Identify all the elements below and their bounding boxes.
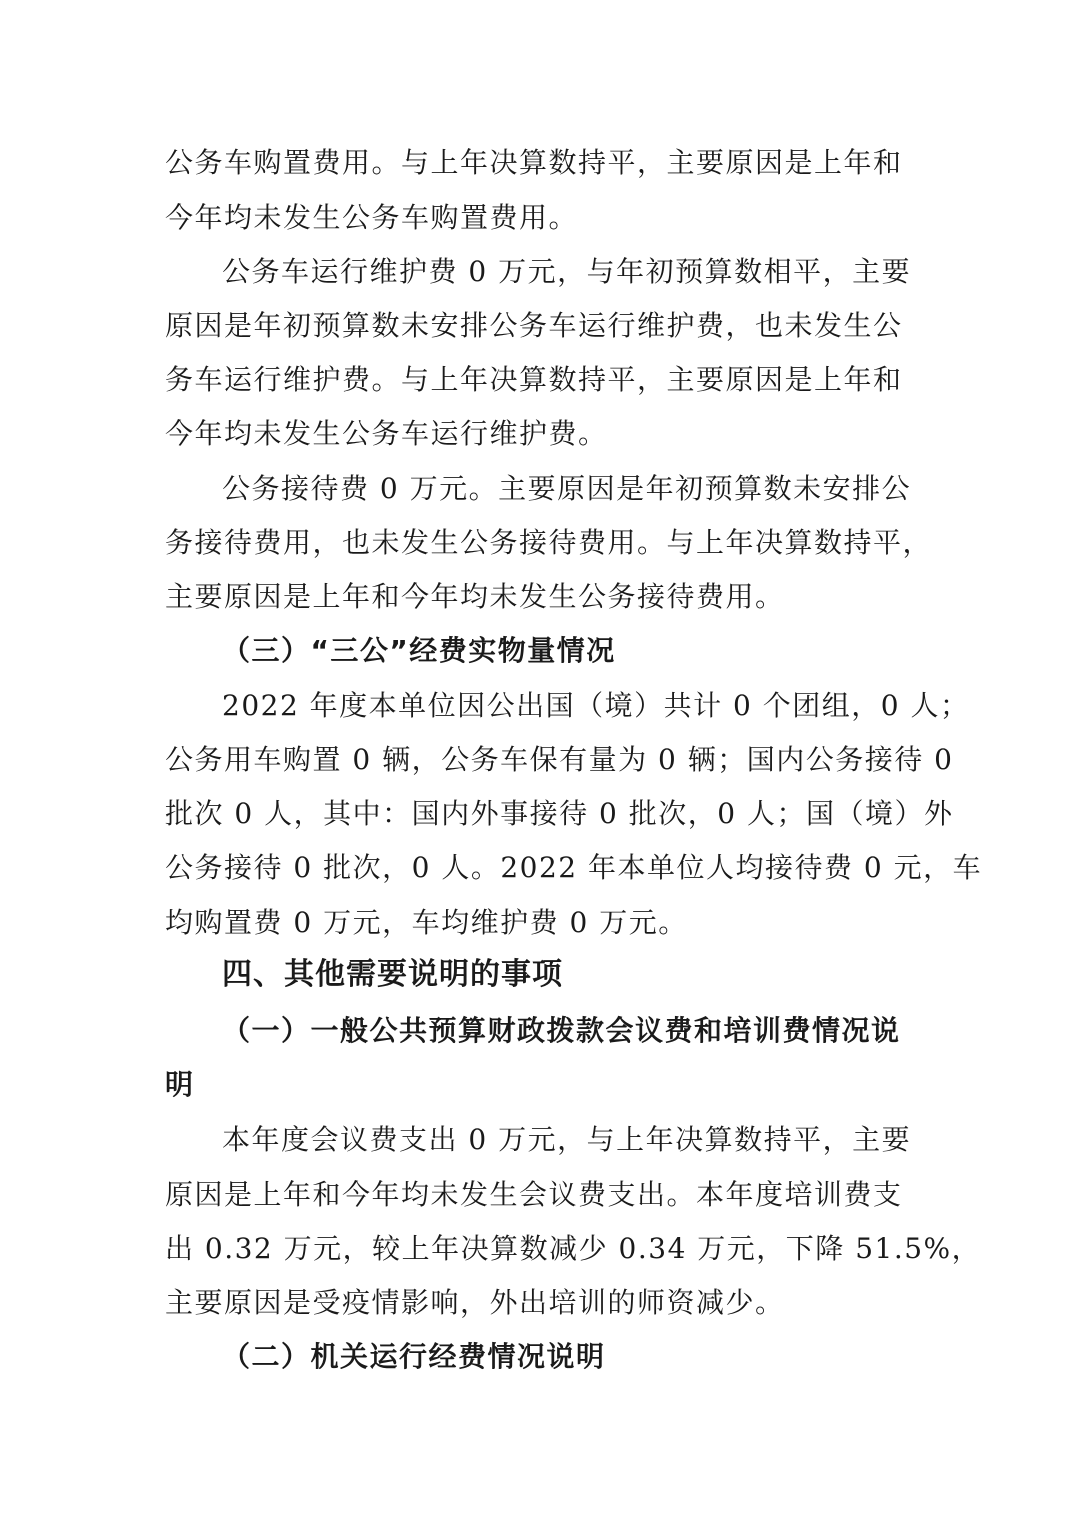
paragraph-line: 今年均未发生公务车购置费用。 [165,201,579,234]
paragraph-line: 公务用车购置 0 辆，公务车保有量为 0 辆；国内公务接待 0 [165,743,954,776]
section-heading: （三）“三公”经费实物量情况 [222,634,616,667]
section-heading: （二）机关运行经费情况说明 [222,1340,606,1373]
paragraph-line: 出 0.32 万元，较上年决算数减少 0.34 万元，下降 51.5%， [165,1232,982,1265]
paragraph-line: 今年均未发生公务车运行维护费。 [165,417,608,450]
paragraph-line: 主要原因是受疫情影响，外出培训的师资减少。 [165,1286,785,1319]
paragraph-line: 原因是年初预算数未安排公务车运行维护费，也未发生公 [165,309,903,342]
section-heading: （一）一般公共预算财政拨款会议费和培训费情况说 [222,1014,901,1047]
paragraph-line: 公务车购置费用。与上年决算数持平，主要原因是上年和 [165,146,903,179]
paragraph-line: 本年度会议费支出 0 万元，与上年决算数持平，主要 [222,1123,912,1156]
paragraph-line: 均购置费 0 万元，车均维护费 0 万元。 [165,906,688,939]
paragraph-line: 公务接待费 0 万元。主要原因是年初预算数未安排公 [222,472,912,505]
paragraph-line: 主要原因是上年和今年均未发生公务接待费用。 [165,580,785,613]
paragraph-line: 批次 0 人，其中：国内外事接待 0 批次，0 人；国（境）外 [165,797,954,830]
paragraph-line: 务车运行维护费。与上年决算数持平，主要原因是上年和 [165,363,903,396]
paragraph-line: 原因是上年和今年均未发生会议费支出。本年度培训费支 [165,1178,903,1211]
section-heading-continued: 明 [165,1068,195,1101]
paragraph-line: 2022 年度本单位因公出国（境）共计 0 个团组，0 人； [222,689,970,722]
paragraph-line: 务接待费用，也未发生公务接待费用。与上年决算数持平， [165,526,933,559]
paragraph-line: 公务接待 0 批次，0 人。2022 年本单位人均接待费 0 元，车 [165,851,983,884]
chapter-heading: 四、其他需要说明的事项 [222,957,563,992]
paragraph-line: 公务车运行维护费 0 万元，与年初预算数相平，主要 [222,255,912,288]
